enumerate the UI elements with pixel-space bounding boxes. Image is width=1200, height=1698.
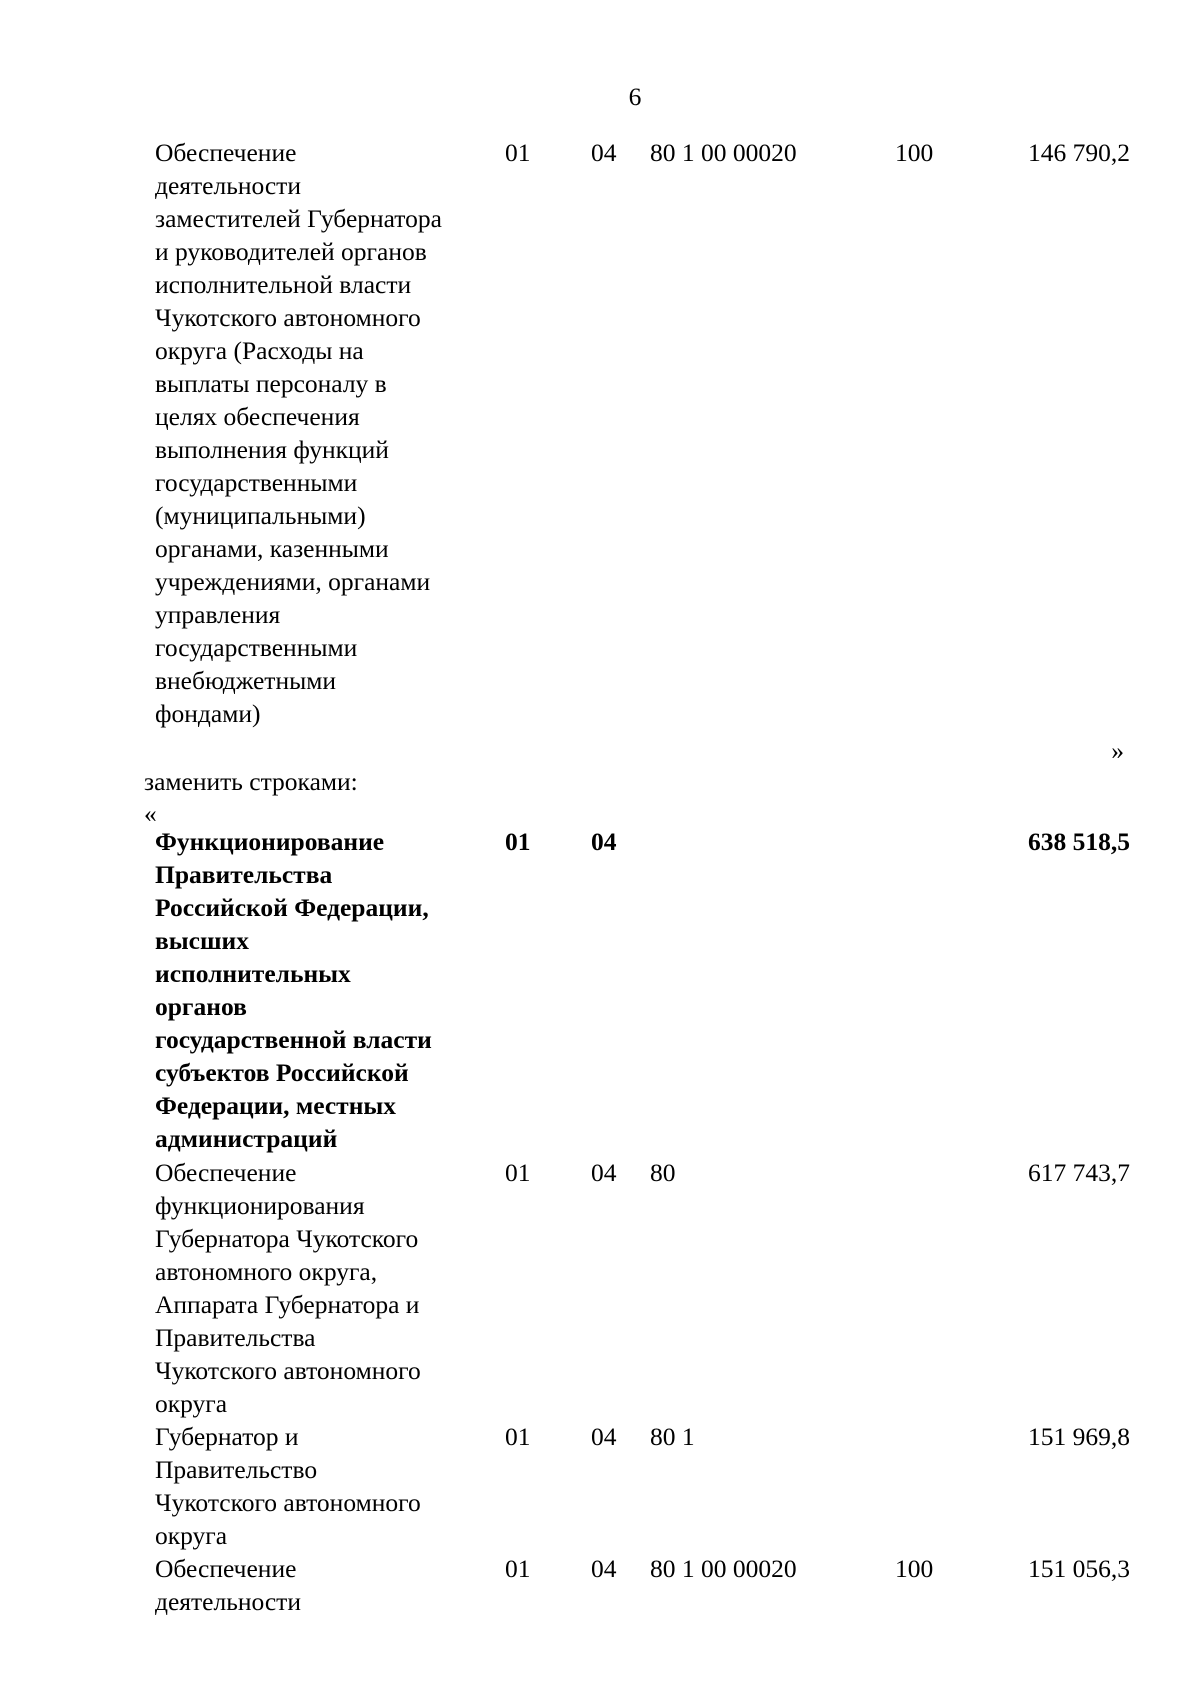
row-subsection: 04 xyxy=(591,1422,617,1451)
row-name-line: заместителей Губернатора xyxy=(155,204,442,233)
row-name-line: органов xyxy=(155,992,247,1021)
row-name-line: и руководителей органов xyxy=(155,237,427,266)
row-name-line: Чукотского автономного xyxy=(155,1356,421,1385)
row-name-line: Федерации, местных xyxy=(155,1091,397,1120)
row-name xyxy=(155,1420,485,1552)
row-subsection: 04 xyxy=(591,138,617,167)
row-name-line: Функционирование xyxy=(155,827,385,856)
row-name-line: высших xyxy=(155,926,249,955)
row-name-line: Чукотского автономного xyxy=(155,303,421,332)
row-name-line: Губернатор и xyxy=(155,1422,299,1451)
row-name-line: функционирования xyxy=(155,1191,365,1220)
row-name-line: исполнительных xyxy=(155,959,351,988)
row-name-line: автономного округа, xyxy=(155,1257,378,1286)
row-name-line: Правительства xyxy=(155,1323,316,1352)
row-name-line: округа xyxy=(155,1389,228,1418)
row-subsection: 04 xyxy=(591,827,617,856)
row-name-line: Губернатора Чукотского xyxy=(155,1224,419,1253)
row-amount: 151 969,8 xyxy=(1028,1422,1130,1451)
row-name xyxy=(155,1156,485,1420)
row-name-line: государственными xyxy=(155,468,358,497)
row-name-line: Правительство xyxy=(155,1455,318,1484)
row-name-line: округа xyxy=(155,1521,228,1550)
row-name-line: внебюджетными xyxy=(155,666,337,695)
row-expense-type: 100 xyxy=(895,1554,934,1583)
row-name-line: выплаты персоналу в xyxy=(155,369,387,398)
row-name-line: Чукотского автономного xyxy=(155,1488,421,1517)
replace-instruction: заменить строками: xyxy=(144,767,358,796)
row-name-line: органами, казенными xyxy=(155,534,389,563)
row-name-line: деятельности xyxy=(155,1587,301,1616)
page-number: 6 xyxy=(628,82,642,111)
row-target-article: 80 1 00 00020 xyxy=(650,1554,797,1583)
row-name-line: администраций xyxy=(155,1124,338,1153)
row-name-line: учреждениями, органами xyxy=(155,567,431,596)
row-name-line: Обеспечение xyxy=(155,1554,297,1583)
row-name-line: выполнения функций xyxy=(155,435,389,464)
row-name-line: государственными xyxy=(155,633,358,662)
opening-quote: « xyxy=(144,799,157,828)
row-section: 01 xyxy=(505,1422,531,1451)
row-subsection: 04 xyxy=(591,1554,617,1583)
row-subsection: 04 xyxy=(591,1158,617,1187)
row-target-article: 80 1 xyxy=(650,1422,695,1451)
row-name-line: округа (Расходы на xyxy=(155,336,364,365)
row-name-line: (муниципальными) xyxy=(155,501,366,530)
row-amount: 146 790,2 xyxy=(1028,138,1130,167)
row-name xyxy=(155,825,485,1155)
row-expense-type: 100 xyxy=(895,138,934,167)
row-section: 01 xyxy=(505,1158,531,1187)
row-name-line: деятельности xyxy=(155,171,301,200)
row-name-line: фондами) xyxy=(155,699,261,728)
row-section: 01 xyxy=(505,1554,531,1583)
row-section: 01 xyxy=(505,138,531,167)
row-name-line: Аппарата Губернатора и xyxy=(155,1290,420,1319)
row-name-line: Российской Федерации, xyxy=(155,893,429,922)
row-name xyxy=(155,136,485,730)
row-name-line: целях обеспечения xyxy=(155,402,360,431)
row-name-line: исполнительной власти xyxy=(155,270,412,299)
row-name-line: Обеспечение xyxy=(155,1158,297,1187)
row-name-line: субъектов Российской xyxy=(155,1058,409,1087)
row-name-line: Правительства xyxy=(155,860,333,889)
row-name-line: Обеспечение xyxy=(155,138,297,167)
row-amount: 617 743,7 xyxy=(1028,1158,1130,1187)
row-name xyxy=(155,1552,485,1618)
row-target-article: 80 xyxy=(650,1158,676,1187)
row-section: 01 xyxy=(505,827,531,856)
row-name-line: управления xyxy=(155,600,281,629)
row-amount: 638 518,5 xyxy=(1028,827,1130,856)
closing-quote: » xyxy=(1111,736,1124,765)
row-amount: 151 056,3 xyxy=(1028,1554,1130,1583)
row-target-article: 80 1 00 00020 xyxy=(650,138,797,167)
row-name-line: государственной власти xyxy=(155,1025,432,1054)
